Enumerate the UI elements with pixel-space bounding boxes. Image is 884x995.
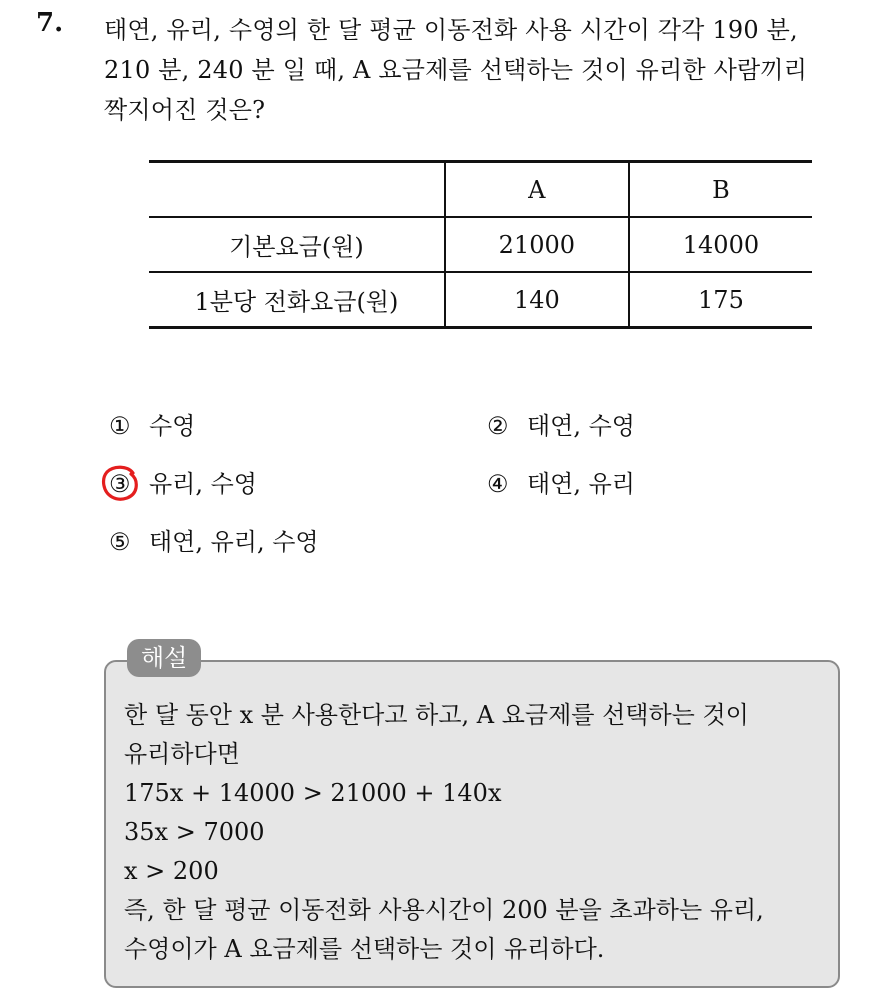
choice-number: ⑤ — [109, 528, 131, 556]
question-line: 짝지어진 것은? — [104, 96, 266, 124]
table-header-row — [149, 162, 812, 218]
solution-line: 한 달 동안 x 분 사용한다고 하고, A 요금제를 선택하는 것이 — [124, 701, 749, 729]
choice-text: 태연, 유리 — [527, 470, 635, 498]
question-line: 태연, 유리, 수영의 한 달 평균 이동전화 사용 시간이 각각 190 분, — [104, 16, 798, 44]
choice-number: ③ — [109, 470, 131, 498]
choice-text: 태연, 수영 — [527, 412, 635, 440]
choice-2[interactable] — [487, 410, 635, 442]
cell-a-base-fee: 21000 — [445, 217, 629, 272]
choice-text: 유리, 수영 — [149, 470, 257, 498]
question-text — [104, 10, 864, 130]
solution-equation: 35x > 7000 — [124, 818, 265, 846]
rate-table — [149, 160, 812, 329]
solution-equation: x > 200 — [124, 857, 219, 885]
row-label-per-minute-fee: 1분당 전화요금(원) — [149, 272, 445, 328]
cell-a-per-minute-fee: 140 — [445, 272, 629, 328]
table-row — [149, 217, 812, 272]
solution-tag: 해설 — [127, 639, 201, 677]
table-header-b: B — [712, 175, 730, 204]
choice-4[interactable] — [487, 468, 635, 500]
answer-circle-mark — [100, 462, 140, 502]
choice-number: ② — [487, 412, 509, 440]
table-header-a: A — [445, 162, 629, 218]
question-number: 7. — [36, 8, 64, 38]
cell-b-base-fee: 14000 — [682, 230, 760, 259]
choice-number: ① — [109, 412, 131, 440]
solution-equation: 175x + 14000 > 21000 + 140x — [124, 779, 502, 807]
solution-text — [124, 696, 834, 969]
row-label-base-fee: 기본요금(원) — [149, 217, 445, 272]
choice-1[interactable] — [109, 410, 195, 442]
choice-text: 태연, 유리, 수영 — [149, 528, 319, 556]
solution-line: 수영이가 A 요금제를 선택하는 것이 유리하다. — [124, 935, 605, 963]
solution-line: 유리하다면 — [124, 740, 240, 768]
question-line: 210 분, 240 분 일 때, A 요금제를 선택하는 것이 유리한 사람끼리 — [104, 56, 808, 84]
choice-number: ④ — [487, 470, 509, 498]
solution-line: 즉, 한 달 평균 이동전화 사용시간이 200 분을 초과하는 유리, — [124, 896, 764, 924]
choice-5[interactable] — [109, 526, 319, 558]
table-header-empty — [149, 162, 445, 218]
table-row — [149, 272, 812, 328]
choice-text: 수영 — [149, 412, 196, 440]
cell-b-per-minute-fee: 175 — [698, 285, 744, 314]
